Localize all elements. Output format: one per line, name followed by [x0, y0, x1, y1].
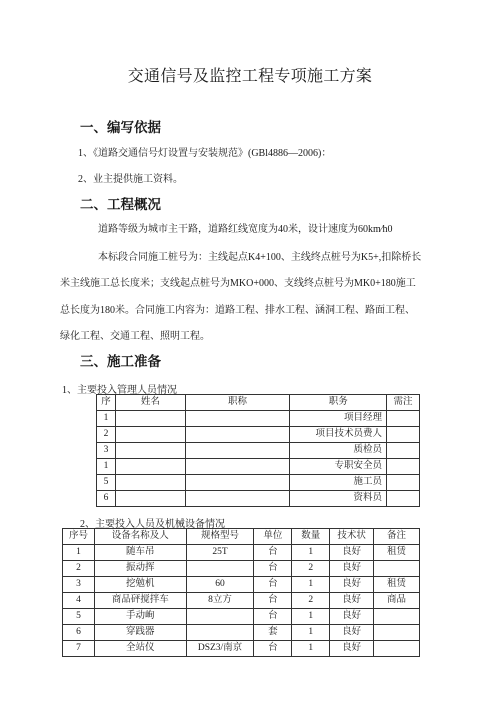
table-cell [115, 443, 185, 459]
preparation-item-1: 1、主要投入管理人员情况 [62, 385, 177, 396]
table-cell [186, 609, 254, 625]
table-cell: 2 [97, 427, 116, 443]
table-cell [185, 443, 290, 459]
table-cell: 挖勉机 [94, 577, 186, 593]
basis-item-1: 1、《道路交通信号灯设置与安装规范》(GBl4886—2006)： [78, 148, 332, 159]
table-cell: 租赁 [374, 577, 420, 593]
table-cell: 台 [254, 561, 292, 577]
staff-table [96, 394, 420, 507]
table-cell: 质检员 [290, 443, 387, 459]
table-cell: 良好 [330, 641, 374, 657]
table-cell: 25T [186, 545, 254, 561]
equipment-header-cell: 单位 [254, 529, 292, 545]
table-cell: 1 [97, 411, 116, 427]
table-cell [387, 427, 420, 443]
section-heading-preparation: 三、施工准备 [80, 354, 161, 369]
table-row [63, 593, 420, 609]
table-cell: 8立方 [186, 593, 254, 609]
table-row [63, 641, 420, 657]
overview-paragraph-1: 道路等级为城市主干路，道路红线宽度为40米，设计速度为60km⁄h0 [98, 224, 393, 235]
table-cell [115, 475, 185, 491]
staff-header-cell: 职称 [185, 395, 290, 411]
table-cell [387, 491, 420, 507]
table-row [97, 459, 420, 475]
section-heading-overview: 二、工程概况 [80, 197, 161, 212]
table-cell: 4 [63, 593, 95, 609]
table-cell: 台 [254, 593, 292, 609]
table-cell [374, 561, 420, 577]
table-cell: 项目技术员费人 [290, 427, 387, 443]
table-cell [374, 625, 420, 641]
table-cell: 资料员 [290, 491, 387, 507]
staff-table-header [97, 395, 420, 411]
table-row [97, 475, 420, 491]
equipment-header-cell: 备注 [374, 529, 420, 545]
table-cell: 穿践器 [94, 625, 186, 641]
table-cell: 良好 [330, 625, 374, 641]
table-cell: 良好 [330, 577, 374, 593]
equipment-header-cell: 设备名称及人 [94, 529, 186, 545]
table-cell: 良好 [330, 561, 374, 577]
table-cell [387, 459, 420, 475]
table-cell: 良好 [330, 609, 374, 625]
table-cell: 6 [63, 625, 95, 641]
table-row [63, 577, 420, 593]
table-cell: 手动峋 [94, 609, 186, 625]
document-title: 交通信号及监控工程专项施工方案 [127, 68, 373, 85]
section-heading-basis: 一、编写依据 [80, 120, 161, 135]
equipment-header-cell: 序号 [63, 529, 95, 545]
table-cell: 台 [254, 577, 292, 593]
preparation-item-2: 2、主要投入人员及机械设备情况 [80, 519, 225, 530]
table-cell [185, 459, 290, 475]
table-row [63, 609, 420, 625]
table-row [63, 561, 420, 577]
table-cell [186, 625, 254, 641]
table-cell [115, 411, 185, 427]
table-cell: 商品砰搅拌车 [94, 593, 186, 609]
table-cell [387, 443, 420, 459]
table-cell: 商品 [374, 593, 420, 609]
equipment-table-header [63, 529, 420, 545]
table-cell: 1 [97, 459, 116, 475]
table-cell [185, 491, 290, 507]
staff-header-cell: 姓名 [115, 395, 185, 411]
table-cell [115, 459, 185, 475]
table-cell: DSZ3/南京 [186, 641, 254, 657]
table-cell: 随车吊 [94, 545, 186, 561]
table-cell: 2 [292, 561, 330, 577]
table-cell: 1 [63, 545, 95, 561]
table-row [97, 443, 420, 459]
equipment-header-cell: 规格型号 [186, 529, 254, 545]
table-cell: 1 [292, 577, 330, 593]
table-cell [387, 411, 420, 427]
table-cell: 5 [63, 609, 95, 625]
table-row [97, 427, 420, 443]
table-cell: 1 [292, 609, 330, 625]
table-row [63, 545, 420, 561]
table-cell [387, 475, 420, 491]
overview-paragraph-2-line-2: 米主线施工总长度米；支线起点桩号为MKO+000、支线终点桩号为MK0+180施工 [60, 278, 416, 289]
table-cell: 1 [292, 545, 330, 561]
table-cell: 台 [254, 545, 292, 561]
table-cell [185, 475, 290, 491]
table-cell: 项目经理 [290, 411, 387, 427]
table-cell: 3 [63, 577, 95, 593]
table-cell: 1 [292, 641, 330, 657]
table-cell: 5 [97, 475, 116, 491]
equipment-table [62, 528, 420, 657]
staff-header-cell: 序 [97, 395, 116, 411]
table-cell: 3 [97, 443, 116, 459]
equipment-header-cell: 数量 [292, 529, 330, 545]
table-cell: 6 [97, 491, 116, 507]
table-cell [115, 427, 185, 443]
table-cell: 专职安全员 [290, 459, 387, 475]
overview-paragraph-2-line-4: 绿化工程、交通工程、照明工程。 [60, 331, 210, 342]
table-cell: 振动挥 [94, 561, 186, 577]
table-cell: 施工员 [290, 475, 387, 491]
table-cell [374, 609, 420, 625]
table-cell [186, 561, 254, 577]
table-cell [115, 491, 185, 507]
table-cell [185, 427, 290, 443]
table-cell: 1 [292, 625, 330, 641]
table-cell: 60 [186, 577, 254, 593]
overview-paragraph-2-line-1: 本标段合同施工桩号为：主线起点K4+100、主线终点桩号为K5+,扣除桥长 [98, 252, 422, 263]
basis-item-2: 2、业主提供施工资料。 [78, 174, 183, 185]
table-row [97, 491, 420, 507]
table-cell: 2 [63, 561, 95, 577]
table-cell: 良好 [330, 545, 374, 561]
staff-header-cell: 需注 [387, 395, 420, 411]
table-cell [374, 641, 420, 657]
table-cell: 台 [254, 609, 292, 625]
table-cell: 全站仪 [94, 641, 186, 657]
overview-paragraph-2-line-3: 总长度为180米。合同施工内容为：道路工程、排水工程、涵洞工程、路面工程、 [60, 305, 415, 316]
table-cell: 租赁 [374, 545, 420, 561]
table-cell [185, 411, 290, 427]
table-cell: 套 [254, 625, 292, 641]
staff-header-cell: 职务 [290, 395, 387, 411]
table-row [97, 411, 420, 427]
equipment-header-cell: 技术状 [330, 529, 374, 545]
table-cell: 7 [63, 641, 95, 657]
table-row [63, 625, 420, 641]
table-cell: 良好 [330, 593, 374, 609]
table-cell: 2 [292, 593, 330, 609]
table-cell: 台 [254, 641, 292, 657]
